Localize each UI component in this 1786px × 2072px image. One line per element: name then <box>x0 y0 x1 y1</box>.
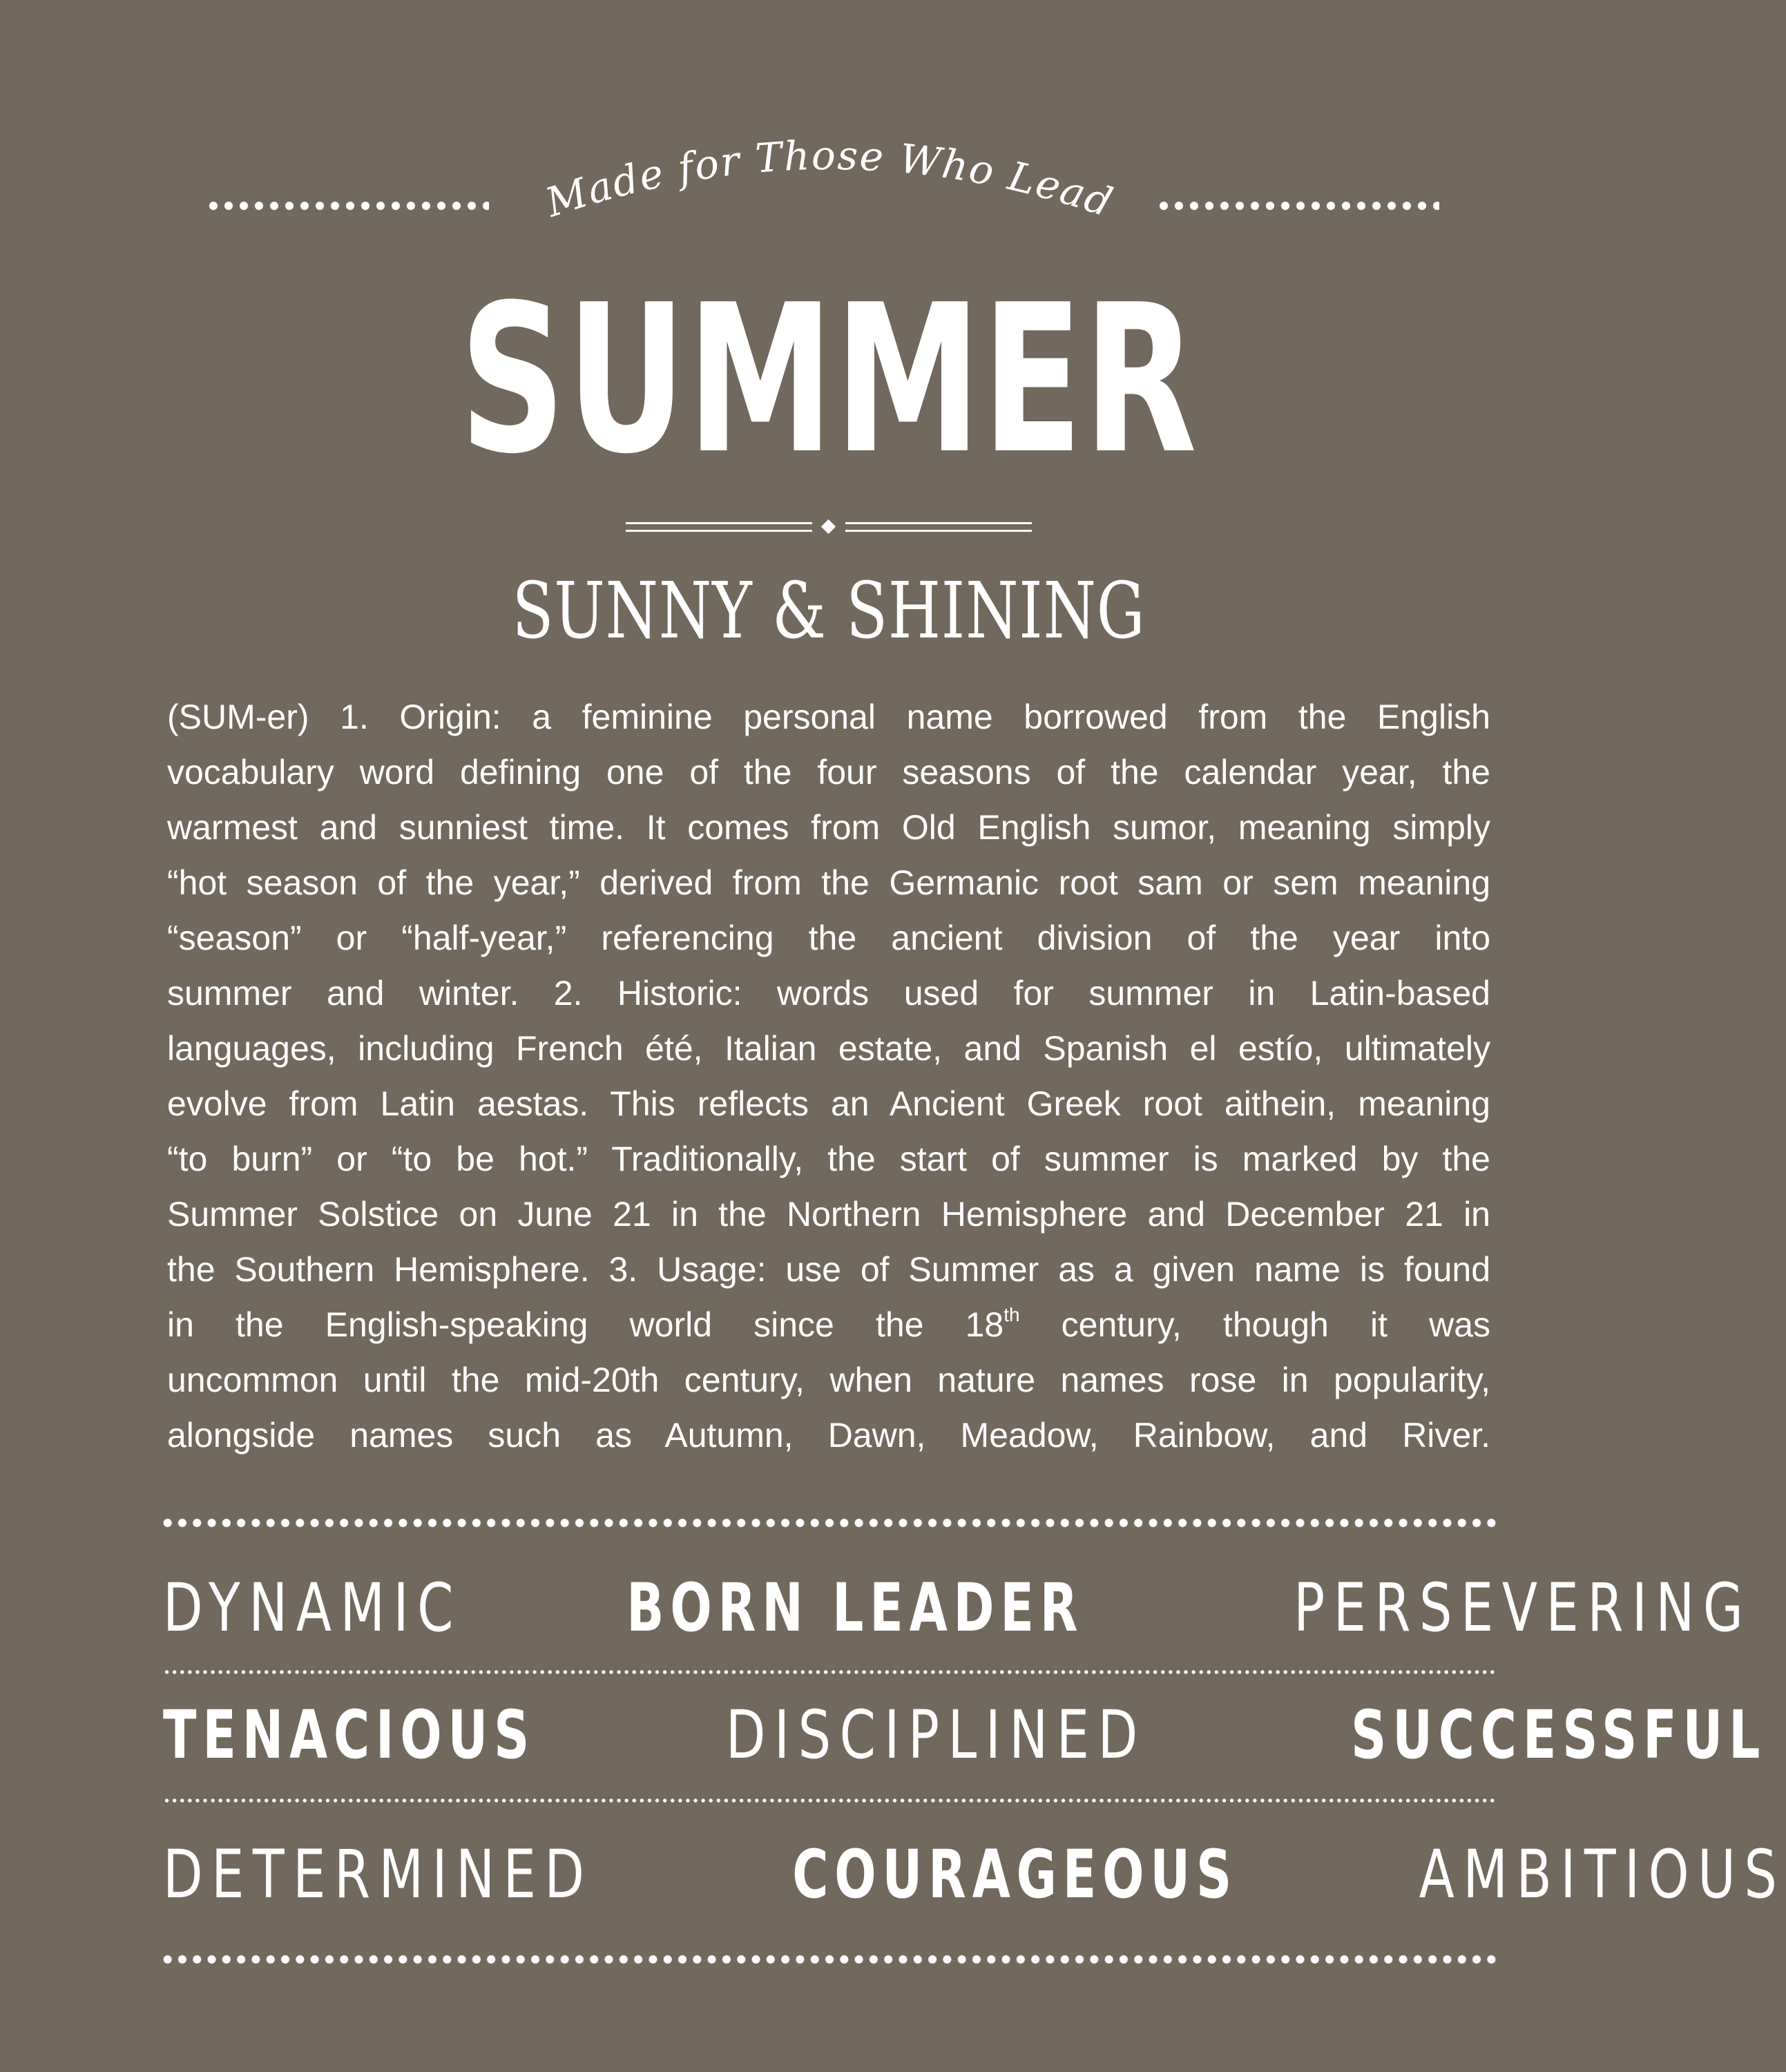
definition-line: languages, including French été, Italian estate, and Spanish el estío, ultimately <box>167 1029 1490 1068</box>
definition-text: in the English-speaking world since the 18 <box>167 1305 1004 1344</box>
trait-word: DISCIPLINED <box>725 1696 1146 1774</box>
definition-paragraph <box>167 689 1490 1463</box>
tagline <box>0 111 1658 235</box>
fine-dotted-divider <box>163 1670 1496 1674</box>
header <box>0 111 1658 235</box>
trait-word: DETERMINED <box>163 1836 593 1913</box>
definition-line: “to burn” or “to be hot.” Traditionally, the start of summer is marked by the <box>167 1140 1490 1178</box>
fine-dotted-divider <box>163 1798 1496 1803</box>
definition-line: “season” or “half-year,” referencing the ancient division of the year into <box>167 919 1490 957</box>
dotted-divider-top <box>160 1518 1499 1528</box>
definition-text: century, though it was <box>1019 1305 1490 1344</box>
definition-line: summer and winter. 2. Historic: words used for summer in Latin-based <box>167 974 1490 1013</box>
definition-line-with-superscript <box>167 1297 1490 1352</box>
double-rule-left <box>626 522 812 532</box>
trait-word: AMBITIOUS <box>1419 1836 1786 1913</box>
trait-word: TENACIOUS <box>163 1696 536 1774</box>
definition-line: (SUM-er) 1. Origin: a feminine personal name borrowed from the English <box>167 698 1490 736</box>
definition-line: vocabulary word defining one of the four seasons of the calendar year, the <box>167 753 1490 792</box>
definition-line: “hot season of the year,” derived from the Germanic root sam or sem meaning <box>167 863 1490 902</box>
trait-word: BORN LEADER <box>626 1569 1084 1647</box>
dotted-divider-bottom <box>160 1955 1499 1964</box>
trait-word: SUCCESSFUL <box>1351 1696 1767 1774</box>
tagline-text: Made for Those Who Lead <box>539 131 1120 227</box>
trait-word: COURAGEOUS <box>792 1836 1238 1913</box>
definition-line: Summer Solstice on June 21 in the Northern Hemisphere and December 21 in <box>167 1195 1490 1234</box>
name-title: SUMMER <box>459 260 1198 499</box>
ordinal-suffix: th <box>1004 1304 1020 1325</box>
definition-line: warmest and sunniest time. It comes from Old English sumor, meaning simply <box>167 808 1490 847</box>
traits-row-3 <box>163 1833 1786 1916</box>
name-meaning: SUNNY & SHINING <box>512 566 1146 656</box>
definition-line: the Southern Hemisphere. 3. Usage: use of Summer as a given name is found <box>167 1250 1490 1289</box>
trait-word: PERSEVERING <box>1293 1569 1752 1647</box>
ornamental-divider <box>626 521 1032 536</box>
traits-row-1 <box>163 1566 1752 1649</box>
definition-line: alongside names such as Autumn, Dawn, Meadow, Rainbow, and River. <box>167 1416 1490 1455</box>
diamond-icon <box>821 519 836 534</box>
double-rule-right <box>845 522 1032 532</box>
definition-line: evolve from Latin aestas. This reflects an Ancient Greek root aithein, meaning <box>167 1084 1490 1123</box>
traits-row-2 <box>163 1694 1767 1776</box>
trait-word: DYNAMIC <box>163 1569 462 1647</box>
definition-line: uncommon until the mid-20th century, when nature names rose in popularity, <box>167 1361 1490 1399</box>
